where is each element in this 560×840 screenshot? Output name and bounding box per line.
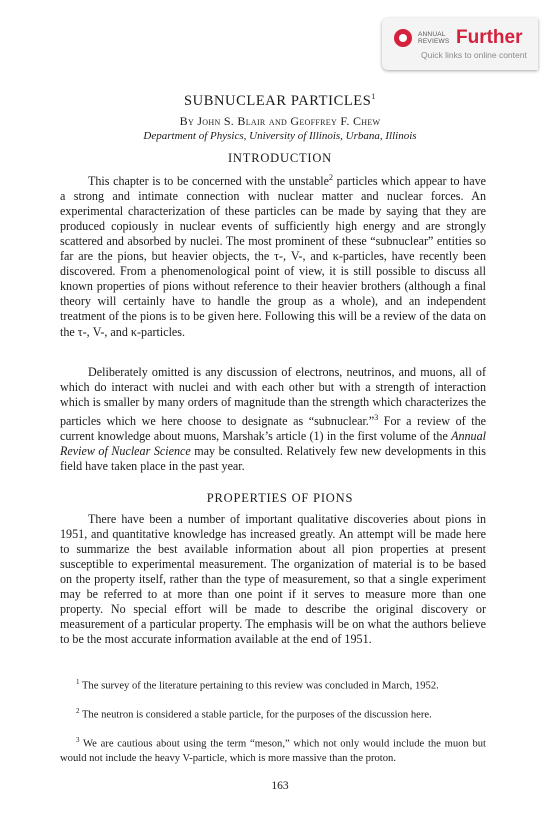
article-title	[0, 92, 560, 110]
intro-p1-footnote-mark: 2	[329, 173, 334, 182]
intro-p2-footnote-mark: 3	[374, 413, 379, 423]
intro-heading: INTRODUCTION	[227, 151, 333, 165]
badge-subtitle: Quick links to online content	[421, 50, 527, 60]
intro-p2-middle: For a review of the current knowledge about muons, Marshak’s article (1) in the first volume of the	[60, 414, 486, 444]
annual-reviews-logo-icon	[394, 29, 412, 47]
footnote-2-mark: 2	[76, 707, 80, 715]
badge-header	[394, 28, 538, 48]
footnote-3-mark: 3	[76, 736, 80, 744]
article-affiliation: Department of Physics, University of Illinois, Urbana, Illinois	[143, 130, 417, 142]
article-title-text: SUBNUCLEAR PARTICLES	[183, 92, 372, 109]
journal-title: Annual Review of Nuclear Science	[60, 429, 486, 459]
page-number: 163	[271, 780, 289, 792]
footnote-3-text: We are cautious about using the term “meson,” which not only would include the muon but would not include the heavy V-particle, which is more massive than the proton.	[60, 738, 486, 765]
footnote-3	[60, 733, 486, 767]
footnote-1	[60, 675, 486, 694]
footnote-2	[60, 704, 486, 723]
intro-p1-rest: particles which appear to have a strong and intimate connection with nuclear matter and nuclear forces. An experimental characterization of these particles can be made by saying that they are produced copiously in nuclear events of sufficiently high energy and are strongly scattered and absorbed by nuclei. The most prominent of these “subnuclear” entities so far are the pions, but heavier objects, the τ-, V-, and κ-particles, have recently been discovered. From a phenomenological point of view, it is still possible to discuss all known properties of pions without reference to their heavier brothers (although a final theory will certainly have to handle the group as a whole), and an independent treatment of the pions is to be given here. Following this will be a review of the data on the τ-, V-, and κ-particles.	[60, 174, 486, 339]
intro-paragraph-2	[60, 365, 486, 474]
title-footnote-mark: 1	[371, 92, 377, 101]
badge-further-label: Further	[456, 27, 523, 48]
footnote-2-text: The neutron is considered a stable particle, for the purposes of the discussion here.	[79, 709, 432, 721]
intro-p2-end: may be consulted. Relatively few new developments in this field have taken place in the past year.	[60, 444, 486, 474]
pions-paragraph-1: There have been a number of important qualitative discoveries about pions in 1951, and quantitative knowledge has increased greatly. An attempt will be made here to summarize the best available information about all pion properties at present susceptible to experimental measurement. The organization of material is to be based on the property itself, rather than the type of measurement, so that a single experiment may be referred to at more than one point if it serves to measure more than one property. No special effort will be made to describe the original discovery or measurement of a particular property. The emphasis will be on what the authors believe to be the most accurate information available at the end of 1951.	[60, 512, 486, 647]
intro-p2-start: Deliberately omitted is any discussion of electrons, neutrinos, and muons, all of which do interact with nuclei and with each other but with a strength of interaction which is smaller by many orders of magnitude than the strength which characterizes the particles which we here choose to designate as “subnuclear.”	[60, 365, 486, 429]
article-authors: By John S. Blair and Geoffrey F. Chew	[179, 114, 381, 128]
badge-org-label: ANNUAL REVIEWS	[418, 31, 450, 45]
footnote-1-mark: 1	[76, 678, 80, 686]
pions-heading: PROPERTIES OF PIONS	[206, 491, 354, 505]
intro-p1-start: This chapter is to be concerned with the unstable	[88, 174, 330, 189]
footnote-1-text: The survey of the literature pertaining to this review was concluded in March, 1952.	[79, 680, 439, 692]
intro-paragraph-1	[60, 170, 486, 340]
further-reading-badge[interactable]	[382, 18, 538, 70]
